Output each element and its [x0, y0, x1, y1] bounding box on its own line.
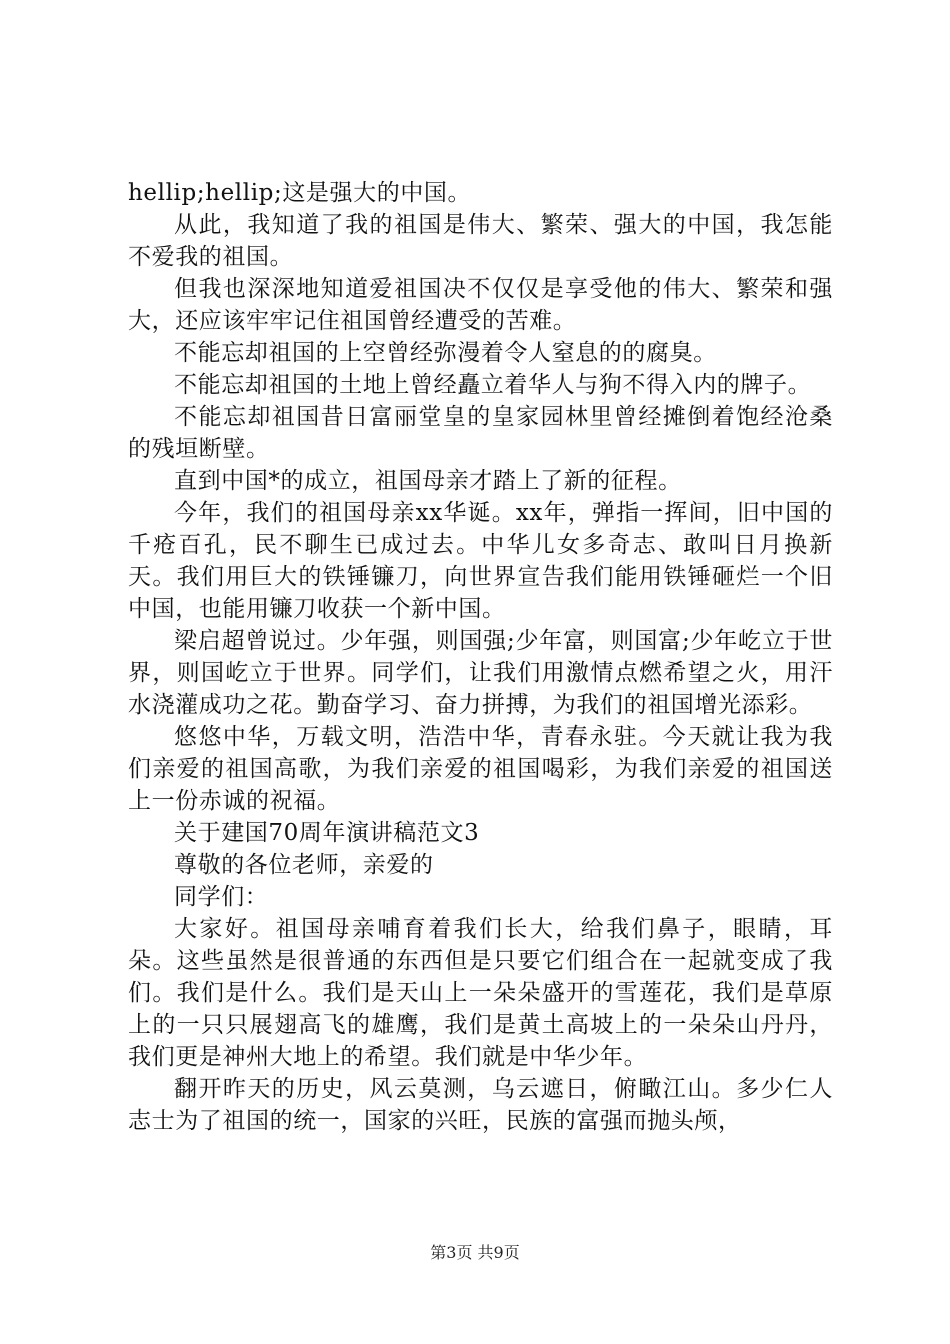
- paragraph-5: 不能忘却祖国的土地上曾经矗立着华人与狗不得入内的牌子。: [174, 372, 812, 398]
- paragraph-9: 梁启超曾说过。少年强，则国强;少年富，则国富;少年屹立于世界，则国屹立于世界。同学们，让我们用激情点燃希望之火，用汗水浇灌成功之花。勤奋学习、奋力拼搏，为我们的祖国增光添彩。: [128, 628, 833, 718]
- paragraph-2: 从此，我知道了我的祖国是伟大、繁荣、强大的中国，我怎能不爱我的祖国。: [128, 212, 833, 270]
- section-heading: 关于建国70周年演讲稿范文3: [174, 820, 480, 846]
- paragraph-4: 不能忘却祖国的上空曾经弥漫着令人窒息的的腐臭。: [174, 340, 717, 366]
- salutation-line-2: 同学们：: [174, 884, 269, 910]
- paragraph-3: 但我也深深地知道爱祖国决不仅仅是享受他的伟大、繁荣和强大，还应该牢牢记住祖国曾经遭受的苦难。: [128, 276, 833, 334]
- paragraph-8: 今年，我们的祖国母亲xx华诞。xx年，弹指一挥间，旧中国的千疮百孔，民不聊生已成过去。中华儿女多奇志、敢叫日月换新天。我们用巨大的铁锤镰刀，向世界宣告我们能用铁锤砸烂一个旧中国，也能用镰刀收获一个新中国。: [128, 500, 833, 622]
- document-body: [128, 177, 833, 1137]
- paragraph-6: 不能忘却祖国昔日富丽堂皇的皇家园林里曾经摊倒着饱经沧桑的残垣断壁。: [128, 404, 833, 462]
- salutation-line-1: 尊敬的各位老师，亲爱的: [174, 852, 434, 878]
- paragraph-15: 翻开昨天的历史，风云莫测，乌云遮日，俯瞰江山。多少仁人志士为了祖国的统一，国家的兴旺，民族的富强而抛头颅，: [128, 1076, 833, 1134]
- paragraph-7: 直到中国*的成立，祖国母亲才踏上了新的征程。: [174, 468, 682, 494]
- paragraph-1: hellip;hellip;这是强大的中国。: [128, 180, 472, 206]
- paragraph-10: 悠悠中华，万载文明，浩浩中华，青春永驻。今天就让我为我们亲爱的祖国高歌，为我们亲爱的祖国喝彩，为我们亲爱的祖国送上一份赤诚的祝福。: [128, 724, 833, 814]
- page-number-footer: 第3页 共9页: [430, 1243, 520, 1262]
- paragraph-14: 大家好。祖国母亲哺育着我们长大，给我们鼻子，眼睛，耳朵。这些虽然是很普通的东西但是只要它们组合在一起就变成了我们。我们是什么。我们是天山上一朵朵盛开的雪莲花，我们是草原上的一只只展翅高飞的雄鹰，我们是黄土高坡上的一朵朵山丹丹，我们更是神州大地上的希望。我们就是中华少年。: [128, 916, 833, 1070]
